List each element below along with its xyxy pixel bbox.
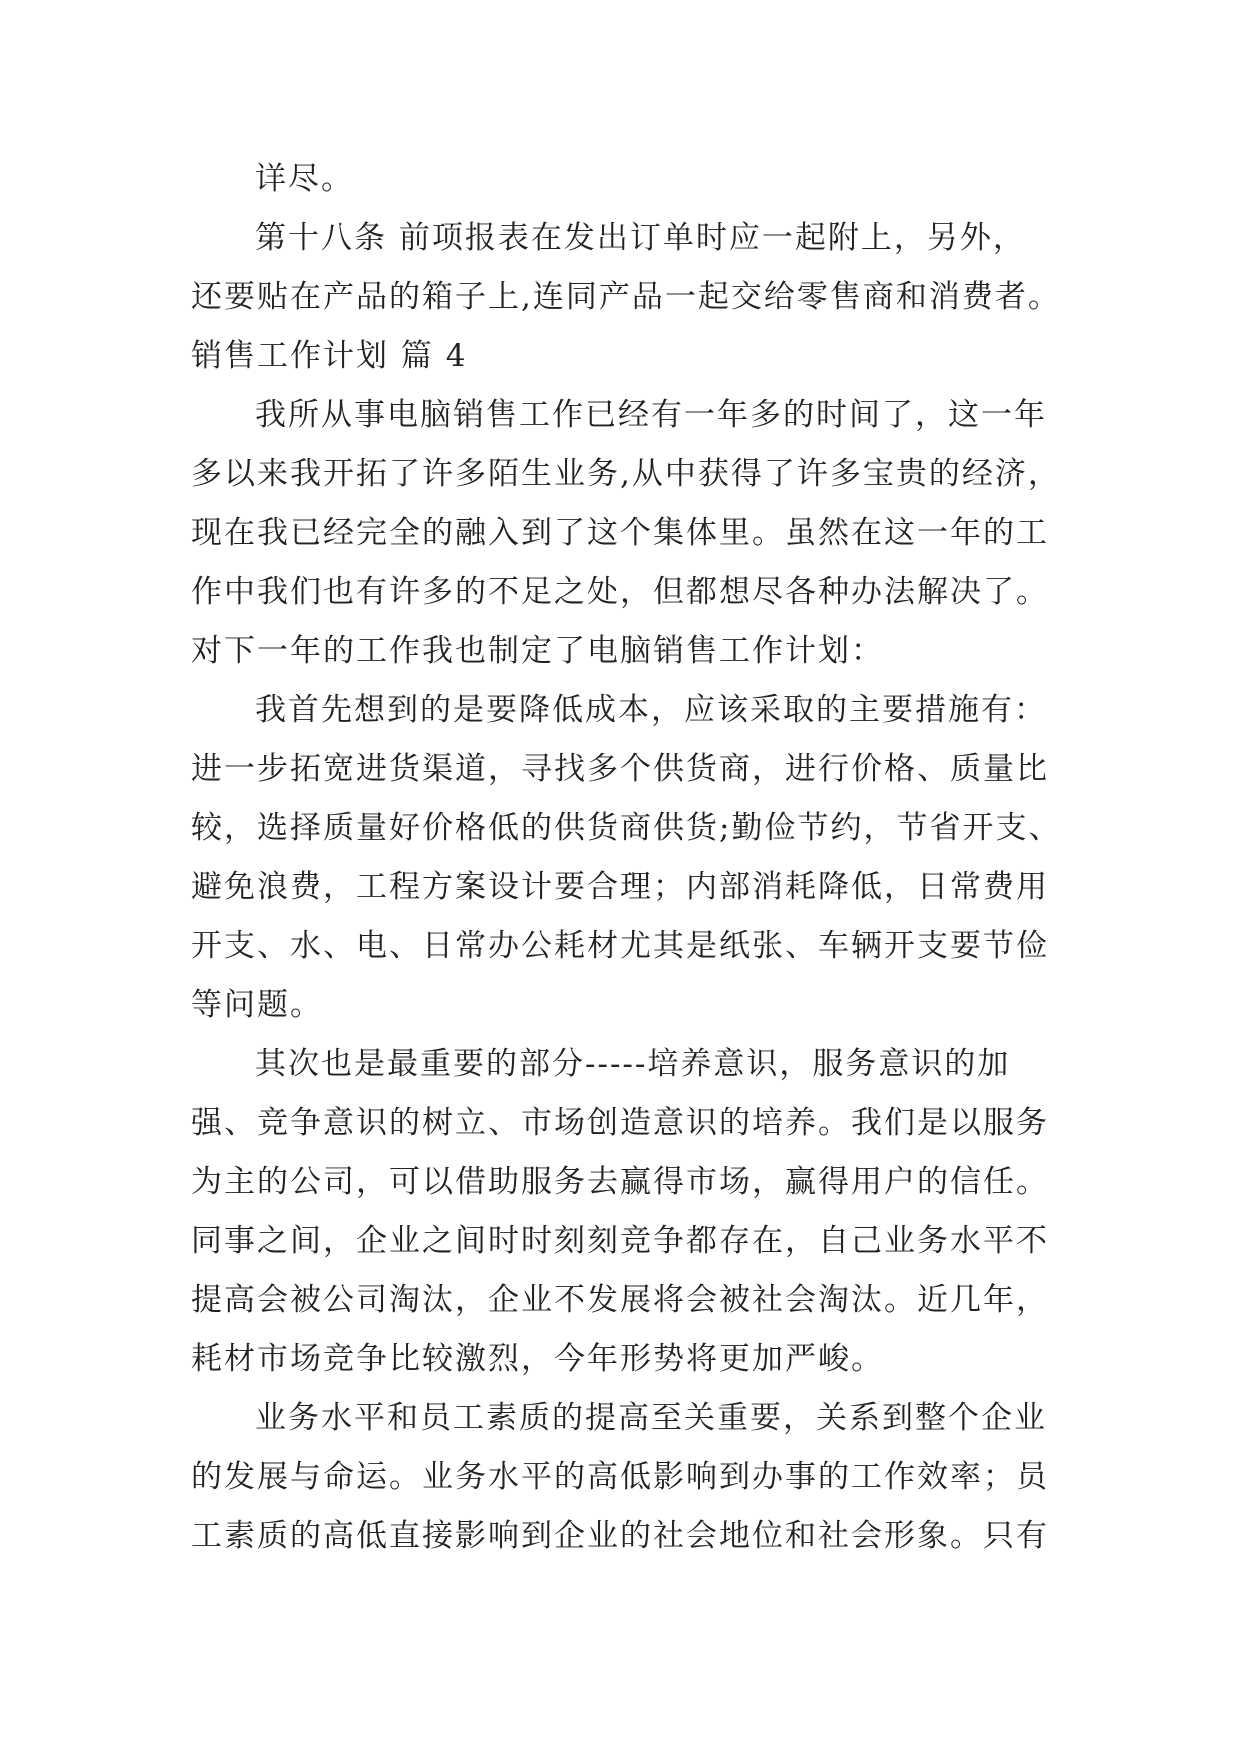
text-line: 耗材市场竞争比较激烈，今年形势将更加严峻。: [191, 1341, 884, 1377]
text-line: 业务水平和员工素质的提高至关重要，关系到整个企业: [255, 1400, 1047, 1436]
text-line: 还要贴在产品的箱子上,连同产品一起交给零售商和消费者。: [191, 279, 1061, 315]
text-line: 为主的公司，可以借助服务去赢得市场，赢得用户的信任。: [191, 1164, 1049, 1200]
text-line: 的发展与命运。业务水平的高低影响到办事的工作效率；员: [191, 1459, 1049, 1495]
text-line: 作中我们也有许多的不足之处，但都想尽各种办法解决了。: [191, 574, 1049, 610]
text-line: 开支、水、电、日常办公耗材尤其是纸张、车辆开支要节俭: [191, 928, 1049, 964]
text-line: 提高会被公司淘汰，企业不发展将会被社会淘汰。近几年，: [191, 1282, 1049, 1318]
text-line: 对下一年的工作我也制定了电脑销售工作计划：: [191, 633, 884, 669]
text-line: 我所从事电脑销售工作已经有一年多的时间了，这一年: [255, 397, 1047, 433]
text-line: 强、竞争意识的树立、市场创造意识的培养。我们是以服务: [191, 1105, 1049, 1141]
text-line: 现在我已经完全的融入到了这个集体里。虽然在这一年的工: [191, 515, 1049, 551]
text-line: 进一步拓宽进货渠道，寻找多个供货商，进行价格、质量比: [191, 751, 1049, 787]
text-line: 我首先想到的是要降低成本，应该采取的主要措施有：: [255, 692, 1047, 728]
text-line: 第十八条 前项报表在发出订单时应一起附上，另外，: [255, 220, 1026, 256]
section-heading: 销售工作计划 篇 4: [191, 338, 468, 374]
text-line: 详尽。: [255, 161, 354, 197]
text-line: 同事之间，企业之间时时刻刻竞争都存在，自己业务水平不: [191, 1223, 1049, 1259]
text-line: 避免浪费，工程方案设计要合理；内部消耗降低，日常费用: [191, 869, 1049, 905]
text-line: 较，选择质量好价格低的供货商供货;勤俭节约，节省开支、: [191, 810, 1062, 846]
document-body: [191, 150, 1071, 1566]
text-line: 其次也是最重要的部分-----培养意识，服务意识的加: [255, 1046, 1011, 1082]
text-line: 等问题。: [191, 987, 323, 1023]
text-line: 工素质的高低直接影响到企业的社会地位和社会形象。只有: [191, 1518, 1049, 1554]
text-line: 多以来我开拓了许多陌生业务,从中获得了许多宝贵的经济，: [191, 456, 1061, 492]
